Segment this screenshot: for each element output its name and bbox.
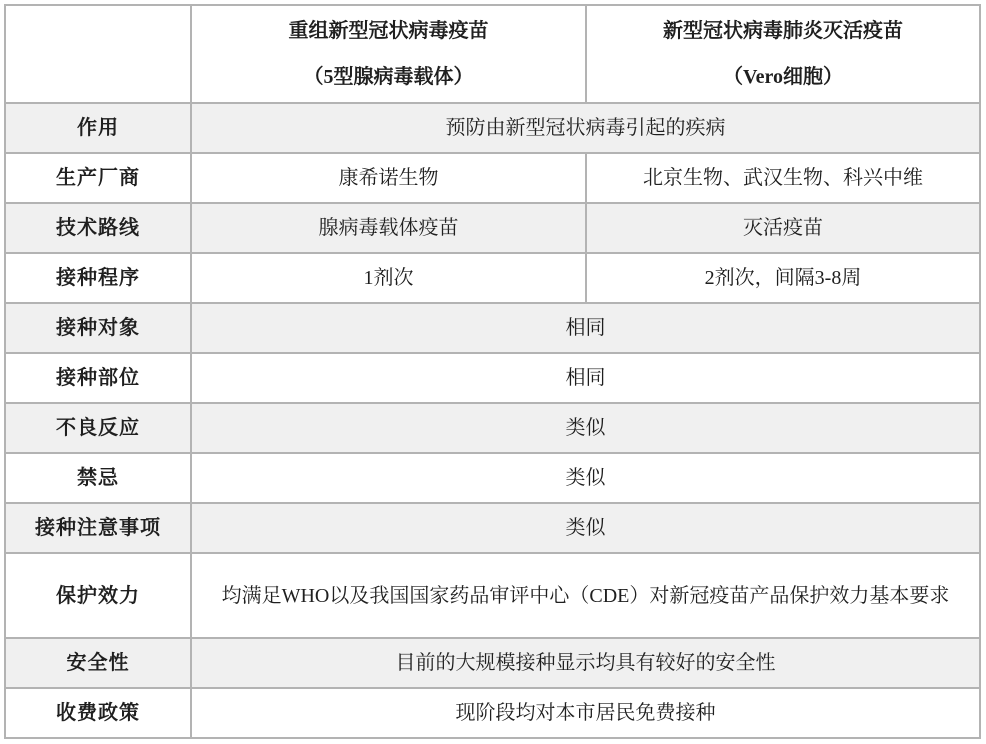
vaccine1-header-subtitle: （5型腺病毒载体）: [303, 66, 474, 88]
vaccine2-header-cell: [586, 5, 980, 103]
vaccine1-value-cell: 康希诺生物: [191, 153, 586, 203]
table-row: [5, 503, 980, 553]
row-label: 接种部位: [5, 353, 191, 403]
merged-value-cell: 目前的大规模接种显示均具有较好的安全性: [191, 638, 980, 688]
row-label: 保护效力: [5, 553, 191, 638]
row-label: 接种程序: [5, 253, 191, 303]
corner-cell: [5, 5, 191, 103]
table-row: [5, 253, 980, 303]
vaccine-comparison-table: [4, 4, 981, 739]
row-label: 接种对象: [5, 303, 191, 353]
vaccine2-value-cell: 灭活疫苗: [586, 203, 980, 253]
row-label: 安全性: [5, 638, 191, 688]
table-row: [5, 638, 980, 688]
table-header-row: [5, 5, 980, 103]
table-row: [5, 553, 980, 638]
table-row: [5, 103, 980, 153]
table-row: [5, 688, 980, 738]
vaccine1-header-name: 重组新型冠状病毒疫苗: [288, 20, 489, 42]
merged-value-cell: 类似: [191, 403, 980, 453]
table-row: [5, 203, 980, 253]
vaccine2-value-cell: 2剂次，间隔3-8周: [586, 253, 980, 303]
merged-value-cell: 均满足WHO以及我国国家药品审评中心（CDE）对新冠疫苗产品保护效力基本要求: [191, 553, 980, 638]
row-label: 不良反应: [5, 403, 191, 453]
row-label: 接种注意事项: [5, 503, 191, 553]
vaccine2-header-name: 新型冠状病毒肺炎灭活疫苗: [663, 20, 903, 42]
vaccine2-value-cell: 北京生物、武汉生物、科兴中维: [586, 153, 980, 203]
table-row: [5, 403, 980, 453]
merged-value-cell: 现阶段均对本市居民免费接种: [191, 688, 980, 738]
merged-value-cell: 相同: [191, 303, 980, 353]
merged-value-cell: 类似: [191, 453, 980, 503]
row-label: 禁忌: [5, 453, 191, 503]
vaccine1-value-cell: 1剂次: [191, 253, 586, 303]
table-row: [5, 303, 980, 353]
table-row: [5, 153, 980, 203]
merged-value-cell: 预防由新型冠状病毒引起的疾病: [191, 103, 980, 153]
row-label: 生产厂商: [5, 153, 191, 203]
row-label: 技术路线: [5, 203, 191, 253]
vaccine2-header-subtitle: （Vero细胞）: [723, 66, 843, 88]
vaccine1-header-cell: [191, 5, 586, 103]
merged-value-cell: 相同: [191, 353, 980, 403]
row-label: 作用: [5, 103, 191, 153]
row-label: 收费政策: [5, 688, 191, 738]
table-row: [5, 453, 980, 503]
vaccine1-value-cell: 腺病毒载体疫苗: [191, 203, 586, 253]
table-row: [5, 353, 980, 403]
merged-value-cell: 类似: [191, 503, 980, 553]
